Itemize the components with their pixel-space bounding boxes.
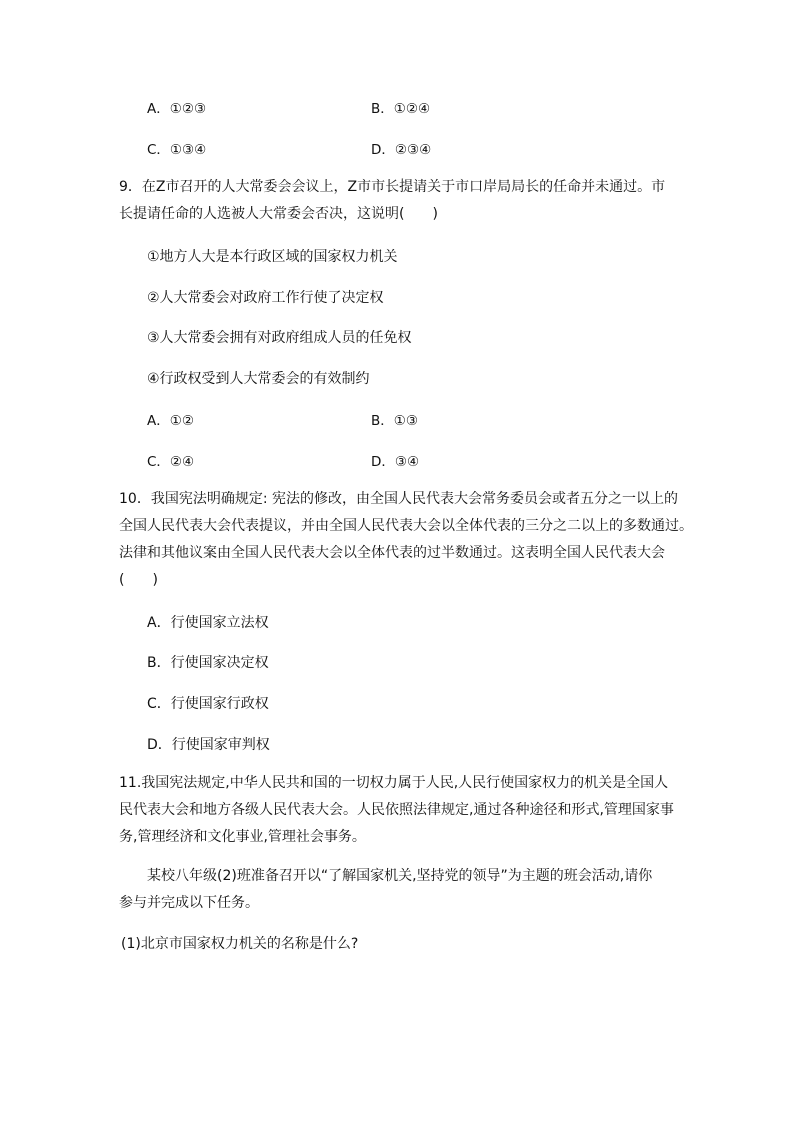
q11-stem bbox=[119, 770, 679, 851]
q11-stem-line: 务,管理经济和文化事业,管理社会事务。 bbox=[119, 829, 366, 845]
q9-statement-1: ①地方人大是本行政区域的国家权力机关 bbox=[147, 249, 398, 265]
q9-option-a: A．①② bbox=[147, 413, 194, 429]
q9-option-c: C．②④ bbox=[147, 454, 195, 470]
q10-stem-line: 法律和其他议案由全国人民代表大会以全体代表的过半数通过。这表明全国人民代表大会 bbox=[119, 545, 665, 561]
q8-option-d: D．②③④ bbox=[371, 142, 432, 158]
q11-context bbox=[119, 863, 679, 917]
q9-statement-4: ④行政权受到人大常委会的有效制约 bbox=[147, 371, 370, 387]
q10-stem-line: 全国人民代表大会代表提议，并由全国人民代表大会以全体代表的三分之二以上的多数通过。 bbox=[119, 518, 693, 534]
q9-statement-2: ②人大常委会对政府工作行使了决定权 bbox=[147, 290, 384, 306]
q10-option-b: B．行使国家决定权 bbox=[147, 655, 269, 671]
q10-stem-line: ( ) bbox=[119, 572, 158, 588]
q8-option-b: B．①②④ bbox=[371, 101, 431, 117]
q9-stem-line: 9．在Z市召开的人大常委会会议上，Z市市长提请关于市口岸局局长的任命并未通过。市 bbox=[119, 179, 666, 195]
q9-option-d: D．③④ bbox=[371, 454, 420, 470]
q11-context-line: 某校八年级(2)班准备召开以“了解国家机关,坚持党的领导”为主题的班会活动,请你 bbox=[147, 868, 653, 884]
q10-option-a: A．行使国家立法权 bbox=[147, 615, 269, 631]
q8-option-a: A．①②③ bbox=[147, 101, 207, 117]
q11-stem-line: 11.我国宪法规定,中华人民共和国的一切权力属于人民,人民行使国家权力的机关是全国人 bbox=[119, 775, 669, 791]
q9-statement-3: ③人大常委会拥有对政府组成人员的任免权 bbox=[147, 330, 412, 346]
q10-option-d: D．行使国家审判权 bbox=[147, 737, 270, 753]
q9-option-b: B．①③ bbox=[371, 413, 418, 429]
q11-context-line: 参与并完成以下任务。 bbox=[119, 895, 259, 911]
q10-option-c: C．行使国家行政权 bbox=[147, 696, 269, 712]
q8-option-c: C．①③④ bbox=[147, 142, 207, 158]
q10-stem-line: 10．我国宪法明确规定: 宪法的修改，由全国人民代表大会常务委员会或者五分之一以上的 bbox=[119, 491, 678, 507]
q11-subquestion-1: (1)北京市国家权力机关的名称是什么? bbox=[121, 936, 359, 952]
q11-stem-line: 民代表大会和地方各级人民代表大会。人民依照法律规定,通过各种途径和形式,管理国家事 bbox=[119, 802, 674, 818]
q9-stem bbox=[119, 174, 679, 228]
q10-stem bbox=[119, 486, 693, 594]
q9-stem-line: 长提请任命的人选被人大常委会否决，这说明( ) bbox=[119, 206, 438, 222]
